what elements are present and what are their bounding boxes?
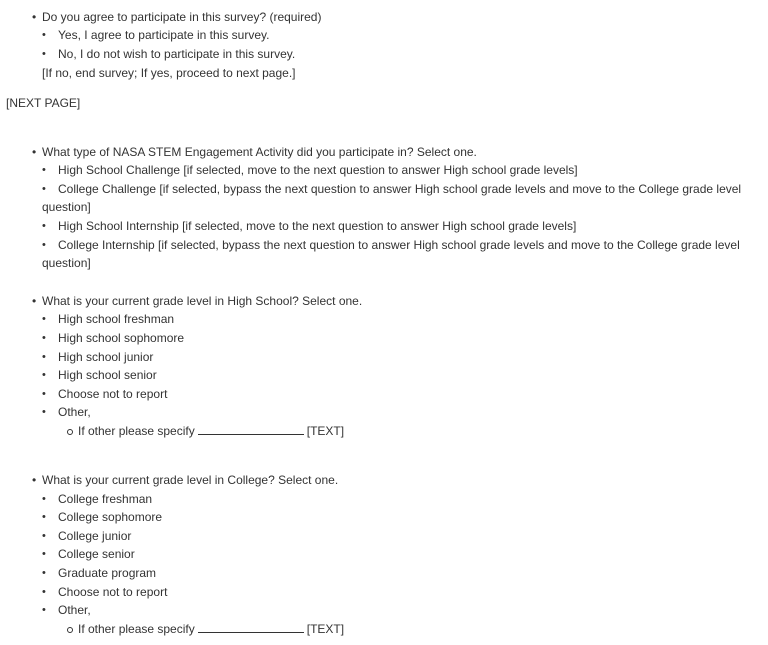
hs-question: • What is your current grade level in High School? Select one. xyxy=(42,294,362,309)
hs-option-other: • Other, xyxy=(58,405,91,420)
hs-specify-blank xyxy=(198,424,304,435)
hs-specify-label: If other please specify xyxy=(78,424,195,438)
next-page-marker: [NEXT PAGE] xyxy=(6,96,81,110)
activity-option-wrap: question] xyxy=(42,256,91,270)
college-option: • Graduate program xyxy=(58,566,156,581)
hs-option: • High school senior xyxy=(58,368,157,383)
college-option: • College senior xyxy=(58,547,135,562)
activity-option-college-internship: • College Internship [if selected, bypass the next question to answer High school grade levels and move to the College grade level xyxy=(58,238,740,253)
college-specify-tag: [TEXT] xyxy=(306,622,345,636)
college-option: • College sophomore xyxy=(58,510,162,525)
consent-question: • Do you agree to participate in this survey? (required) xyxy=(42,10,321,25)
hs-option: • High school sophomore xyxy=(58,331,184,346)
activity-option-wrap: question] xyxy=(42,200,91,214)
college-question: • What is your current grade level in College? Select one. xyxy=(42,473,338,488)
college-option-other: • Other, xyxy=(58,603,91,618)
activity-question: • What type of NASA STEM Engagement Activity did you participate in? Select one. xyxy=(42,145,477,160)
hs-option: • High school freshman xyxy=(58,312,174,327)
college-specify-label: If other please specify xyxy=(78,622,195,636)
college-option: • College junior xyxy=(58,529,131,544)
hs-specify-tag: [TEXT] xyxy=(306,424,345,438)
activity-option-hs-challenge: • High School Challenge [if selected, move to the next question to answer High school grade levels] xyxy=(58,163,578,178)
college-other-specify xyxy=(78,622,344,637)
activity-option-hs-internship: • High School Internship [if selected, move to the next question to answer High school grade levels] xyxy=(58,219,576,234)
college-option: • Choose not to report xyxy=(58,585,167,600)
consent-option-yes: • Yes, I agree to participate in this survey. xyxy=(58,28,269,43)
hs-option: • High school junior xyxy=(58,350,153,365)
consent-option-no: • No, I do not wish to participate in this survey. xyxy=(58,47,295,62)
hs-other-specify xyxy=(78,424,344,439)
activity-option-college-challenge: • College Challenge [if selected, bypass the next question to answer High school grade levels and move to the College grade level xyxy=(58,182,741,197)
college-option: • College freshman xyxy=(58,492,152,507)
college-specify-blank xyxy=(198,622,304,633)
consent-note: [If no, end survey; If yes, proceed to next page.] xyxy=(42,66,296,80)
hs-option: • Choose not to report xyxy=(58,387,167,402)
